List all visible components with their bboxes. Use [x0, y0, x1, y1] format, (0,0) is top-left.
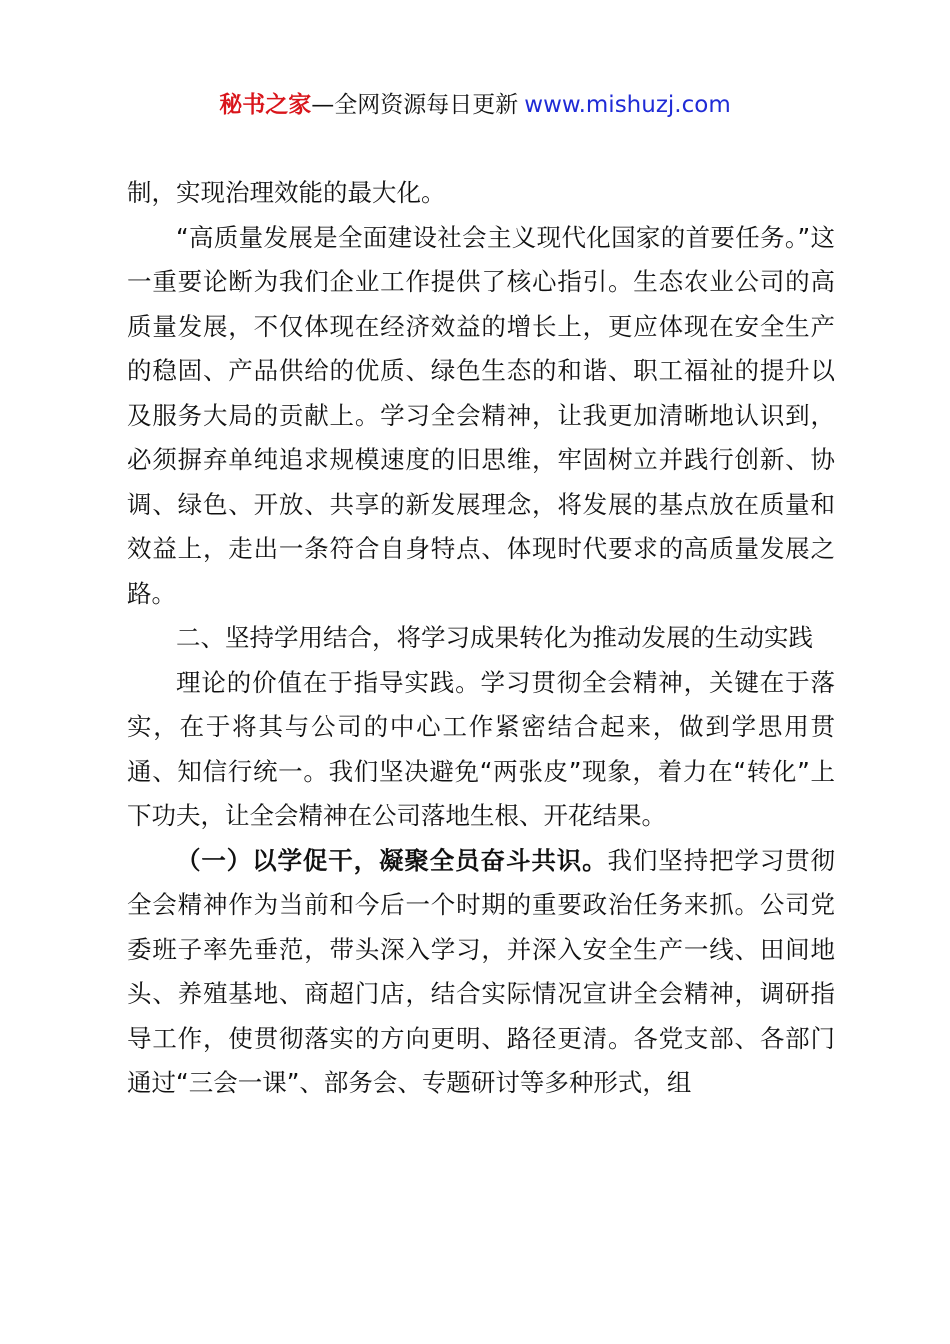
paragraph-subsection-1 [127, 839, 835, 1106]
site-header [0, 88, 950, 122]
site-url-link[interactable]: www.mishuzj.com [524, 92, 731, 118]
subsection-1-title: （一）以学促干，凝聚全员奋斗共识。 [176, 845, 608, 875]
section-heading-2: 二、坚持学用结合，将学习成果转化为推动发展的生动实践 [176, 623, 813, 652]
subsection-1-text: 我们坚持把学习贯彻全会精神作为当前和今后一个时期的重要政治任务来抓。公司党委班子率先垂范，带头深入学习，并深入安全生产一线、田间地头、养殖基地、商超门店，结合实际情况宣讲全会精神，调研指导工作，使贯彻落实的方向更明、路径更清。各党支部、各部门通过“三会一课”、部务会、专题研讨等多种形式，组 [127, 845, 836, 1097]
paragraph-high-quality-development: “高质量发展是全面建设社会主义现代化国家的首要任务。”这一重要论断为我们企业工作提供了核心指引。生态农业公司的高质量发展，不仅体现在经济效益的增长上，更应体现在安全生产的稳固、产品供给的优质、绿色生态的和谐、职工福祉的提升以及服务大局的贡献上。学习全会精神，让我更加清晰地认识到，必须摒弃单纯追求规模速度的旧思维，牢固树立并践行创新、协调、绿色、开放、共享的新发展理念，将发展的基点放在质量和效益上，走出一条符合自身特点、体现时代要求的高质量发展之路。 [127, 222, 835, 608]
paragraph-continuation: 制，实现治理效能的最大化。 [127, 178, 446, 207]
document-body [127, 171, 835, 1106]
paragraph-theory-practice: 理论的价值在于指导实践。学习贯彻全会精神，关键在于落实，在于将其与公司的中心工作紧密结合起来，做到学思用贯通、知信行统一。我们坚决避免“两张皮”现象，着力在“转化”上下功夫，让全会精神在公司落地生根、开花结果。 [127, 667, 835, 830]
brand-name: 秘书之家 [219, 92, 312, 118]
header-tagline: —全网资源每日更新 [311, 92, 519, 118]
